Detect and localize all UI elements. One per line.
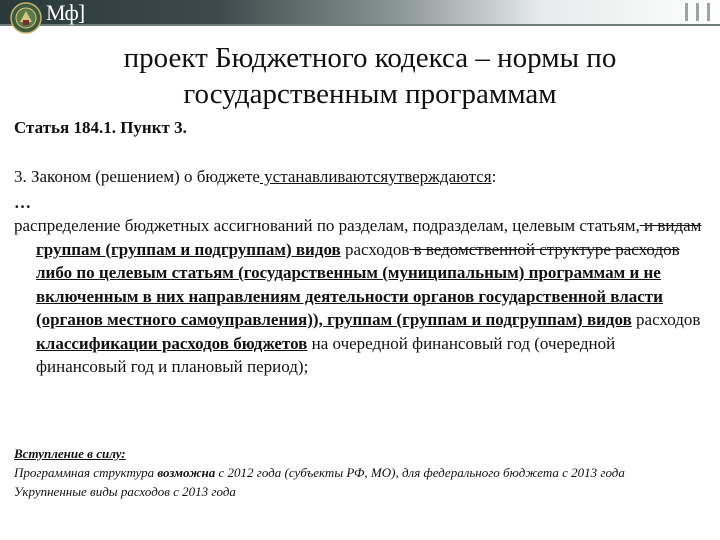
notes-line-1-c: с 2012 года (субъекты РФ, МО), для федерального бюджета с 2013 года [215,465,625,480]
para1-deleted: устанавливаются [259,167,389,186]
para2-text-4: на очередной финансовый год (очередной финансовый год и плановый период); [36,333,616,376]
para2-comma: , [635,216,640,235]
para2-inserted-1: группам (группам и подгруппам) видов [36,239,341,259]
title-line-1: проект Бюджетного кодекса – нормы по [123,42,617,74]
para2-text-2: расходов [340,239,410,259]
para1-text: 3. Законом (решением) о бюджете [14,167,260,186]
header-gradient [0,0,720,26]
para2-deleted-2: в ведомственной структуре расходов [409,239,680,259]
document-body [14,165,704,379]
para2-inserted-2: либо по целевым статьям (государственным (муниципальным) программам и не включенным в них направлениям деятельности органов государственной власти (органов местного самоуправления)), группам (группам и подгруппам) видов [36,263,663,329]
para2-text-1: распределение бюджетных ассигнований по разделам, подразделам, целевым статьям [14,216,636,235]
notes-title: Вступление в силу: [14,446,126,461]
header-bar [0,0,720,38]
emblem-icon [10,2,42,34]
effective-date-notes [14,444,714,501]
paragraph-distribution [14,214,704,379]
notes-line-1 [14,463,714,482]
para2-inserted-3: классификации расходов бюджетов [36,333,308,353]
title-line-2: государственным программам [183,78,557,110]
para1-inserted: утверждаются [388,167,492,186]
page-title [60,40,680,112]
notes-line-2: Укрупненные виды расходов с 2013 года [14,484,236,499]
paragraph-law [14,165,704,189]
para2-text-3: расходов [631,310,701,329]
brand-logo-text: Мф] [46,0,85,25]
para1-colon: : [491,167,497,186]
para2-deleted-1: и видам [639,216,702,235]
notes-line-1-a: Программная структура [14,465,158,480]
ellipsis: … [14,192,31,212]
notes-line-1-b: возможна [157,465,216,480]
header-decoration [685,0,710,24]
article-heading: Статья 184.1. Пункт 3. [14,118,187,137]
header-divider [0,24,720,26]
